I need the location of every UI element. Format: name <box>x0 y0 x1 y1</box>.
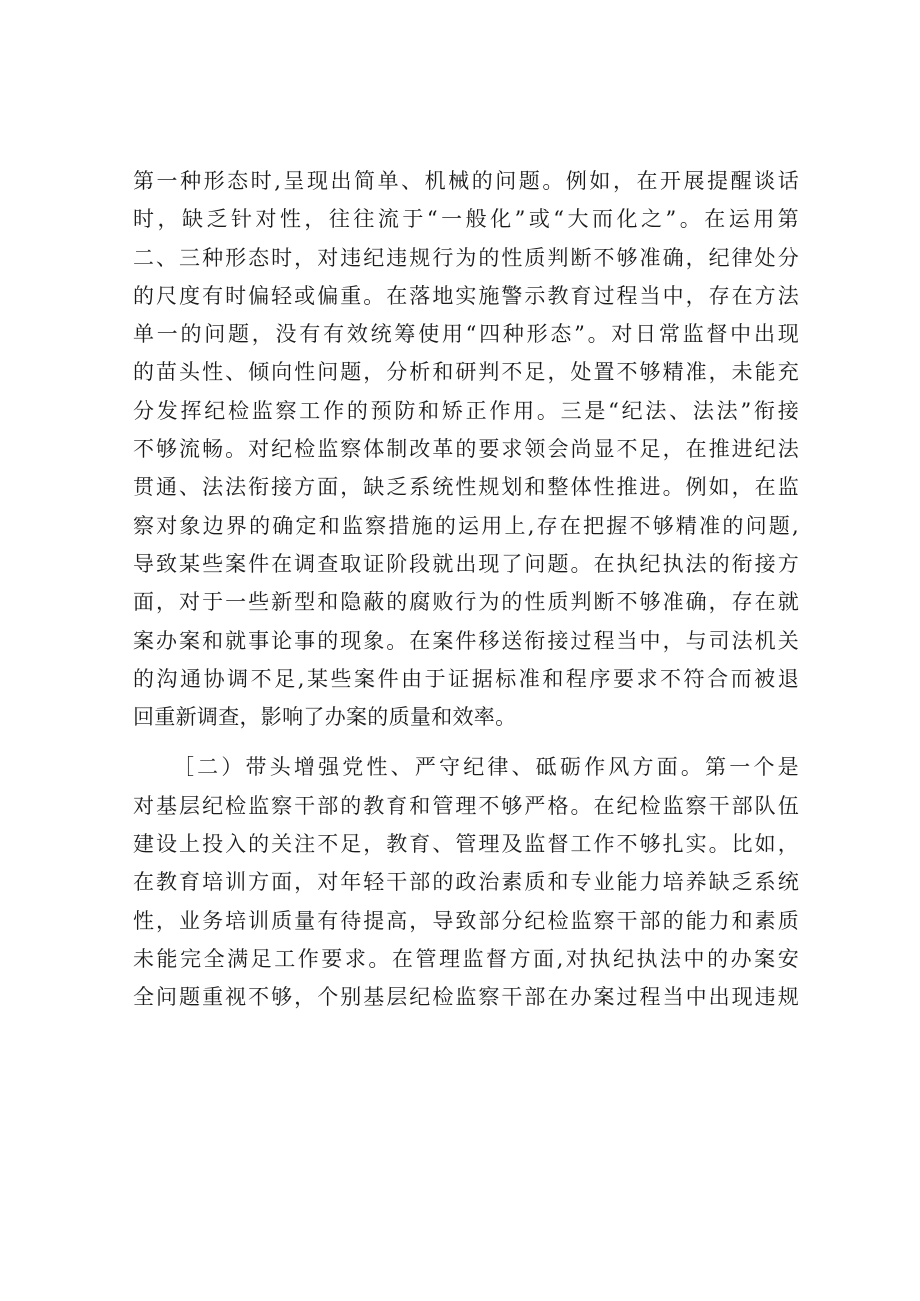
text-line: ［二）带头增强党性、严守纪律、砥砺作风方面。第一个是 <box>173 755 799 780</box>
text-line: 案办案和就事论事的现象。在案件移送衔接过程当中，与司法机关 <box>133 628 799 653</box>
text-line: 未能完全满足工作要求。在管理监督方面,对执纪执法中的办案安 <box>133 946 799 971</box>
text-line: 面，对于一些新型和隐蔽的腐败行为的性质判断不够准确，存在就 <box>133 590 799 615</box>
text-line: 贯通、法法衔接方面，缺乏系统性规划和整体性推进。例如，在监 <box>133 475 799 500</box>
text-line: 二、三种形态时，对违纪违规行为的性质判断不够准确，纪律处分 <box>133 245 799 270</box>
text-line: 不够流畅。对纪检监察体制改革的要求领会尚显不足，在推进纪法 <box>133 437 799 462</box>
text-line: 的尺度有时偏轻或偏重。在落地实施警示教育过程当中，存在方法 <box>133 283 799 308</box>
document-body <box>133 162 799 1017</box>
text-line: 第一种形态时,呈现出简单、机械的问题。例如，在开展提醒谈话 <box>133 169 799 193</box>
text-line: 的苗头性、倾向性问题，分析和研判不足，处置不够精准，未能充 <box>133 360 799 385</box>
text-line: 回重新调查，影响了办案的质量和效率。 <box>133 705 517 730</box>
text-line: 在教育培训方面，对年轻干部的政治素质和专业能力培养缺乏系统 <box>133 870 799 895</box>
text-line: 察对象边界的确定和监察措施的运用上,存在把握不够精准的问题, <box>133 513 799 538</box>
text-line: 的沟通协调不足,某些案件由于证据标准和程序要求不符合而被退 <box>133 666 799 691</box>
text-line: 时，缺乏针对性，往往流于“一般化”或“大而化之”。在运用第 <box>133 207 799 232</box>
text-line: 全问题重视不够，个别基层纪检监察干部在办案过程当中出现违规 <box>133 985 799 1010</box>
paragraph-gap <box>133 736 799 748</box>
text-line: 建设上投入的关注不足，教育、管理及监督工作不够扎实。比如， <box>133 832 799 857</box>
text-line: 分发挥纪检监察工作的预防和矫正作用。三是“纪法、法法”衔接 <box>133 398 799 423</box>
text-line: 导致某些案件在调查取证阶段就出现了问题。在执纪执法的衔接方 <box>133 551 799 576</box>
paragraph-1 <box>133 162 799 736</box>
paragraph-2 <box>133 748 799 1016</box>
text-line: 性，业务培训质量有待提高，导致部分纪检监察干部的能力和素质 <box>133 908 799 933</box>
text-line: 单一的问题，没有有效统筹使用“四种形态”。对日常监督中出现 <box>133 322 799 347</box>
text-line: 对基层纪检监察干部的教育和管理不够严格。在纪检监察干部队伍 <box>133 793 799 818</box>
